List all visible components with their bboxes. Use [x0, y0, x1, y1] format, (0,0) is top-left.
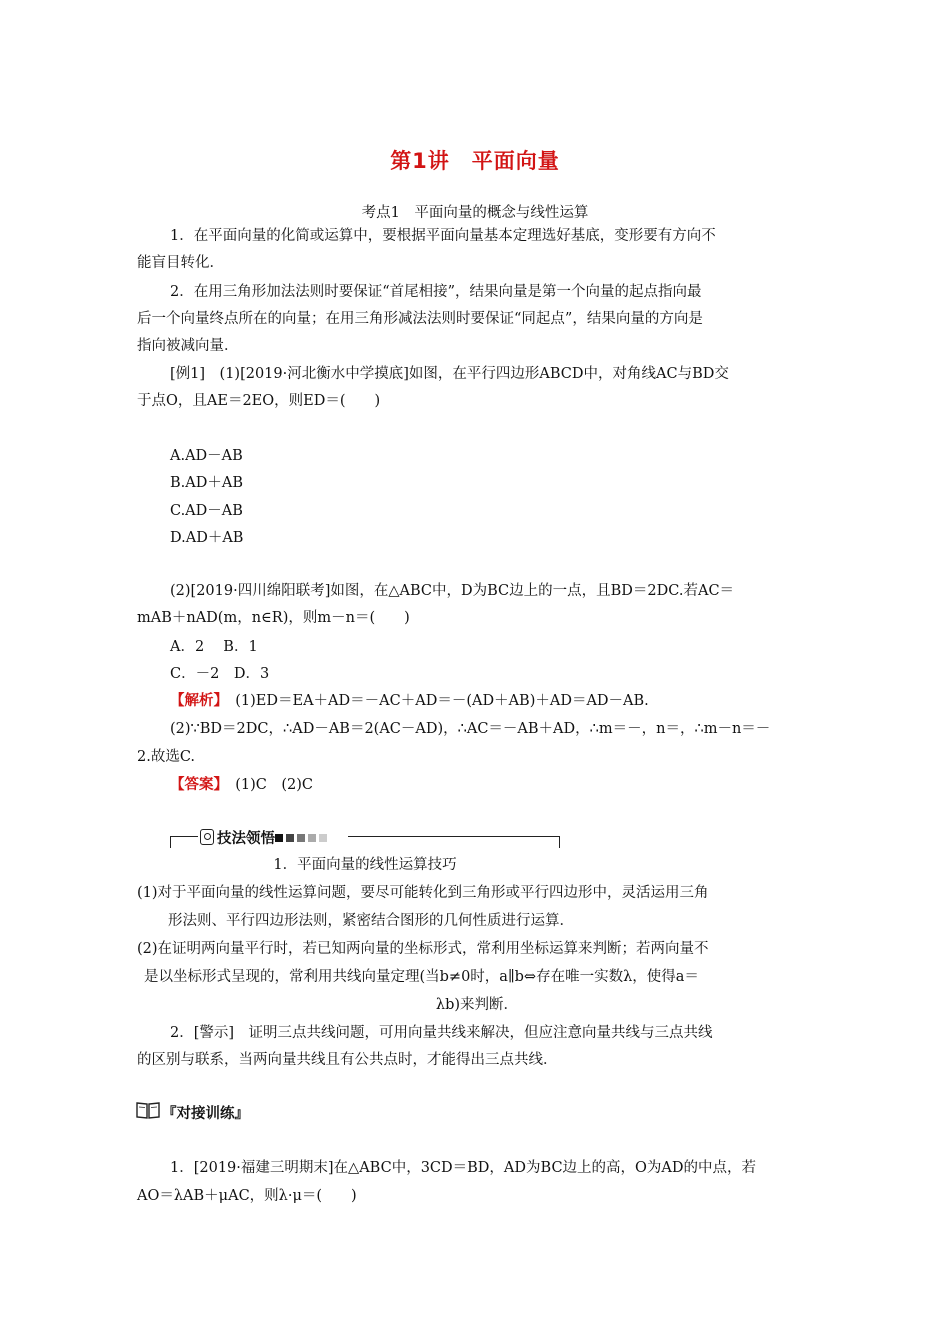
analysis-line1 [170, 691, 850, 711]
square-icon [297, 834, 305, 842]
intro-p2-line1: 2．在用三角形加法法则时要保证“首尾相接”，结果向量是第一个向量的起点指向最 [170, 284, 702, 300]
tips-t1-line1: (1)对于平面向量的线性运算问题，要尽可能转化到三角形或平行四边形中，灵活运用三角 [137, 885, 709, 901]
option-a: A.AD－AB [170, 448, 243, 464]
option-c: C.AD－AB [170, 503, 243, 519]
analysis-tag: 【解析】 [170, 693, 221, 709]
option-b: B.AD＋AB [170, 475, 243, 491]
tips-t2-line3: λb)来判断． [435, 997, 519, 1013]
tips-label: 技法领悟 [217, 831, 275, 847]
option-d: D.AD＋AB [170, 530, 244, 546]
tips-t1-line2: 形法则、平行四边形法则，紧密结合图形的几何性质进行运算． [168, 913, 574, 929]
intro-p1-line2: 能盲目转化． [137, 255, 224, 271]
tips-rule-cap-left [170, 836, 171, 848]
tips-rule-left [170, 836, 198, 837]
answer-text: (1)C (2)C [220, 777, 314, 793]
page-title: 第1讲 平面向量 [390, 149, 560, 173]
analysis-line2: (2)∵BD＝2DC，∴AD－AB＝2(AC－AD)，∴AC＝－AB＋AD，∴m＝－，n＝，∴m－n＝－ [170, 721, 771, 737]
analysis-text: (1)ED＝EA＋AD＝－AC＋AD＝－(AD＋AB)＋AD＝AD－AB. [220, 693, 649, 709]
example1-q2-line2: mAB＋nAD(m，n∈R)，则m－n＝( ) [137, 610, 410, 626]
tips-heading: 1．平面向量的线性运算技巧 [273, 857, 457, 873]
square-icon [308, 834, 316, 842]
training-q1-line2: AO＝λAB＋μAC，则λ·μ＝( ) [137, 1188, 357, 1204]
tips-label-box [198, 827, 332, 848]
tips-rule-cap-right [559, 836, 560, 848]
example1-q1-line2: 于点O，且AE＝2EO，则ED＝( ) [137, 393, 381, 409]
warning-line2: 的区别与联系，当两向量共线且有公共点时，才能得出三点共线． [137, 1052, 558, 1068]
training-label: 『对接训练』 [162, 1106, 249, 1122]
intro-p2-line3: 指向被减向量． [137, 338, 239, 354]
tips-header [170, 826, 560, 848]
answer-line [170, 775, 850, 795]
example1-q1-line1: [例1] (1)[2019·河北衡水中学摸底]如图，在平行四边形ABCD中，对角线AC与BD交 [170, 366, 729, 382]
tips-t2-line1: (2)在证明两向量平行时，若已知两向量的坐标形式，常利用坐标运算来判断；若两向量不 [137, 941, 709, 957]
intro-p2-line2: 后一个向量终点所在的向量；在用三角形减法法则时要保证“同起点”，结果向量的方向是 [137, 311, 703, 327]
training-q1-line1: 1．[2019·福建三明期末]在△ABC中，3CD＝BD，AD为BC边上的高，O为AD的中点，若 [170, 1160, 757, 1176]
options2-line1: A．2 B．1 [170, 639, 258, 655]
analysis-line3: 2.故选C. [137, 749, 196, 765]
square-icon [286, 834, 294, 842]
answer-tag: 【答案】 [170, 777, 221, 793]
intro-p1-line1: 1．在平面向量的化简或运算中，要根据平面向量基本定理选好基底，变形要有方向不 [170, 228, 716, 244]
options2-line2: C．－2 D．3 [170, 666, 270, 682]
tips-rule-right [348, 836, 560, 837]
example1-q2-line1: (2)[2019·四川绵阳联考]如图，在△ABC中，D为BC边上的一点，且BD＝2DC.若AC＝ [170, 583, 735, 599]
square-icon [275, 834, 283, 842]
section-heading: 考点1 平面向量的概念与线性运算 [361, 205, 589, 221]
open-book-icon [136, 1101, 160, 1119]
square-icon [319, 834, 327, 842]
tips-t2-line2: 是以坐标形式呈现的，常利用共线向量定理(当b≠0时，a∥b⇔存在唯一实数λ，使得a＝ [144, 969, 699, 985]
warning-line1: 2．[警示] 证明三点共线问题，可用向量共线来解决，但应注意向量共线与三点共线 [170, 1025, 713, 1041]
lightbulb-icon [200, 829, 214, 845]
